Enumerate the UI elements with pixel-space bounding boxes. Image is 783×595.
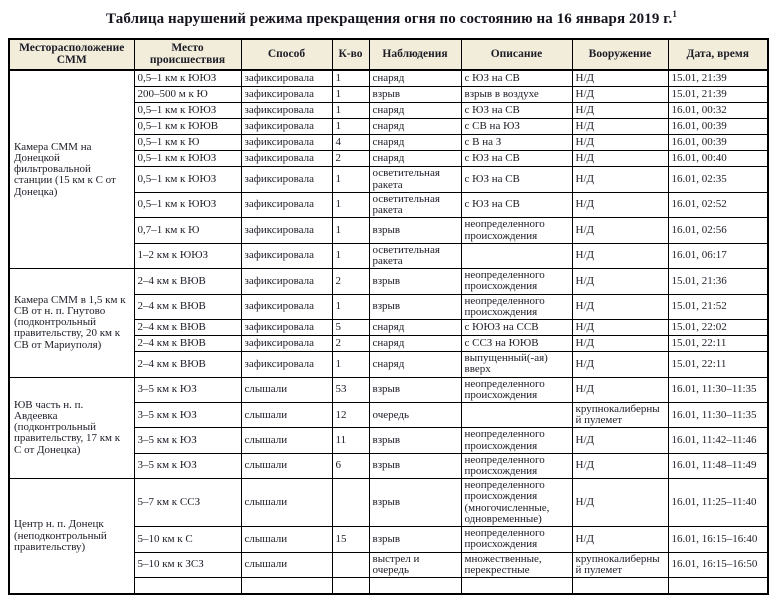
cell-weapon: Н/Д bbox=[572, 87, 668, 103]
cell-weapon: Н/Д bbox=[572, 70, 668, 87]
cell-method: зафиксировала bbox=[241, 167, 332, 192]
cell-datetime: 15.01, 22:11 bbox=[668, 352, 768, 377]
cell-place bbox=[134, 578, 241, 595]
cell-description: неопределенного происхождения bbox=[461, 218, 572, 243]
cell-method: зафиксировала bbox=[241, 103, 332, 119]
cell-place: 5–10 км к ЗСЗ bbox=[134, 552, 241, 577]
cell-observation: снаряд bbox=[369, 103, 461, 119]
cell-datetime: 16.01, 11:30–11:35 bbox=[668, 377, 768, 402]
cell-count: 12 bbox=[332, 402, 369, 427]
cell-count: 4 bbox=[332, 135, 369, 151]
cell-observation: взрыв bbox=[369, 527, 461, 552]
cell-method: слышали bbox=[241, 527, 332, 552]
cell-description: с ССЗ на ЮЮВ bbox=[461, 336, 572, 352]
cell-weapon: Н/Д bbox=[572, 103, 668, 119]
cell-count: 53 bbox=[332, 377, 369, 402]
cell-datetime: 16.01, 16:15–16:50 bbox=[668, 552, 768, 577]
cell-weapon: Н/Д bbox=[572, 527, 668, 552]
cell-place: 2–4 км к ВЮВ bbox=[134, 336, 241, 352]
cell-place: 0,5–1 км к ЮЮЗ bbox=[134, 151, 241, 167]
cell-method: зафиксировала bbox=[241, 320, 332, 336]
table-row bbox=[9, 269, 768, 294]
cell-count: 1 bbox=[332, 192, 369, 217]
cell-description: с ЮЗ на СВ bbox=[461, 103, 572, 119]
cell-place: 2–4 км к ВЮВ bbox=[134, 352, 241, 377]
column-header: Месторасположение СММ bbox=[9, 39, 134, 70]
cell-weapon: Н/Д bbox=[572, 428, 668, 453]
cell-description: неопределенного происхождения bbox=[461, 453, 572, 478]
cell-weapon: Н/Д bbox=[572, 151, 668, 167]
cell-observation: снаряд bbox=[369, 352, 461, 377]
cell-method: зафиксировала bbox=[241, 243, 332, 268]
cell-count: 6 bbox=[332, 453, 369, 478]
table-row bbox=[9, 479, 768, 527]
cell-location: Центр н. п. Донецк (неподконтрольный правительству) bbox=[9, 479, 134, 594]
table-row bbox=[9, 70, 768, 87]
cell-place: 200–500 м к Ю bbox=[134, 87, 241, 103]
cell-description: множественные, перекрестные bbox=[461, 552, 572, 577]
cell-datetime: 16.01, 00:39 bbox=[668, 135, 768, 151]
cell-count: 1 bbox=[332, 70, 369, 87]
cell-count bbox=[332, 552, 369, 577]
cell-description: выпущенный(-ая) вверх bbox=[461, 352, 572, 377]
cell-count: 2 bbox=[332, 269, 369, 294]
cell-observation bbox=[369, 578, 461, 595]
cell-count: 2 bbox=[332, 336, 369, 352]
cell-count: 1 bbox=[332, 103, 369, 119]
cell-place: 0,5–1 км к ЮЮЗ bbox=[134, 103, 241, 119]
page-title-text: Таблица нарушений режима прекращения огня по состоянию на 16 января 2019 г. bbox=[106, 11, 673, 27]
cell-description: с ЮЗ на СВ bbox=[461, 151, 572, 167]
cell-observation: снаряд bbox=[369, 135, 461, 151]
cell-method: зафиксировала bbox=[241, 135, 332, 151]
cell-weapon: Н/Д bbox=[572, 352, 668, 377]
cell-observation: снаряд bbox=[369, 119, 461, 135]
cell-description: неопределенного происхождения bbox=[461, 428, 572, 453]
cell-method: слышали bbox=[241, 428, 332, 453]
cell-count bbox=[332, 578, 369, 595]
page-title bbox=[10, 9, 773, 28]
cell-place: 0,5–1 км к ЮЮЗ bbox=[134, 167, 241, 192]
violations-table bbox=[8, 38, 769, 595]
column-header: Способ bbox=[241, 39, 332, 70]
cell-weapon: Н/Д bbox=[572, 192, 668, 217]
cell-count: 5 bbox=[332, 320, 369, 336]
cell-datetime: 16.01, 11:48–11:49 bbox=[668, 453, 768, 478]
cell-description: с ЮЗ на СВ bbox=[461, 70, 572, 87]
cell-method: слышали bbox=[241, 453, 332, 478]
cell-observation: очередь bbox=[369, 402, 461, 427]
table-row bbox=[9, 377, 768, 402]
cell-datetime: 16.01, 11:42–11:46 bbox=[668, 428, 768, 453]
cell-description: неопределенного происхождения bbox=[461, 269, 572, 294]
cell-method: зафиксировала bbox=[241, 192, 332, 217]
cell-observation: взрыв bbox=[369, 453, 461, 478]
cell-count: 1 bbox=[332, 218, 369, 243]
cell-method: зафиксировала bbox=[241, 151, 332, 167]
header-row bbox=[9, 39, 768, 70]
cell-observation: взрыв bbox=[369, 377, 461, 402]
cell-count: 2 bbox=[332, 151, 369, 167]
column-header: Вооружение bbox=[572, 39, 668, 70]
cell-place: 3–5 км к ЮЗ bbox=[134, 402, 241, 427]
cell-datetime: 15.01, 22:02 bbox=[668, 320, 768, 336]
cell-method: зафиксировала bbox=[241, 294, 332, 319]
cell-method: зафиксировала bbox=[241, 218, 332, 243]
cell-description: неопределенного происхождения bbox=[461, 527, 572, 552]
column-header: К-во bbox=[332, 39, 369, 70]
cell-datetime: 16.01, 16:15–16:40 bbox=[668, 527, 768, 552]
cell-description: неопределенного происхождения bbox=[461, 294, 572, 319]
cell-weapon: Н/Д bbox=[572, 320, 668, 336]
cell-observation: взрыв bbox=[369, 479, 461, 527]
cell-place: 5–10 км к С bbox=[134, 527, 241, 552]
cell-count: 1 bbox=[332, 87, 369, 103]
cell-datetime: 16.01, 00:39 bbox=[668, 119, 768, 135]
cell-weapon: Н/Д bbox=[572, 269, 668, 294]
cell-method: зафиксировала bbox=[241, 70, 332, 87]
cell-method: слышали bbox=[241, 402, 332, 427]
cell-place: 0,5–1 км к ЮЮЗ bbox=[134, 192, 241, 217]
cell-description: взрыв в воздухе bbox=[461, 87, 572, 103]
cell-weapon: Н/Д bbox=[572, 479, 668, 527]
cell-datetime: 16.01, 02:56 bbox=[668, 218, 768, 243]
cell-observation: снаряд bbox=[369, 70, 461, 87]
cell-observation: осветительная ракета bbox=[369, 243, 461, 268]
cell-description bbox=[461, 402, 572, 427]
cell-observation: взрыв bbox=[369, 294, 461, 319]
cell-place: 0,7–1 км к Ю bbox=[134, 218, 241, 243]
footnote-marker: 1 bbox=[672, 9, 677, 19]
cell-method: слышали bbox=[241, 552, 332, 577]
cell-method: зафиксировала bbox=[241, 352, 332, 377]
cell-place: 0,5–1 км к ЮЮВ bbox=[134, 119, 241, 135]
cell-place: 5–7 км к ССЗ bbox=[134, 479, 241, 527]
column-header: Место происшествия bbox=[134, 39, 241, 70]
cell-place: 2–4 км к ВЮВ bbox=[134, 294, 241, 319]
cell-count: 1 bbox=[332, 243, 369, 268]
cell-datetime: 16.01, 00:32 bbox=[668, 103, 768, 119]
cell-datetime: 16.01, 00:40 bbox=[668, 151, 768, 167]
cell-datetime: 16.01, 11:25–11:40 bbox=[668, 479, 768, 527]
cell-location: ЮВ часть н. п. Авдеевка (подконтрольный правительству, 17 км к С от Донецка) bbox=[9, 377, 134, 479]
cell-observation: взрыв bbox=[369, 428, 461, 453]
cell-description: с ЮЗ на СВ bbox=[461, 167, 572, 192]
cell-description: с ЮЮЗ на ССВ bbox=[461, 320, 572, 336]
cell-observation: снаряд bbox=[369, 320, 461, 336]
cell-description bbox=[461, 578, 572, 595]
cell-observation: взрыв bbox=[369, 87, 461, 103]
cell-count: 15 bbox=[332, 527, 369, 552]
cell-description: неопределенного происхождения bbox=[461, 377, 572, 402]
cell-place: 2–4 км к ВЮВ bbox=[134, 320, 241, 336]
cell-place: 1–2 км к ЮЮЗ bbox=[134, 243, 241, 268]
cell-place: 0,5–1 км к Ю bbox=[134, 135, 241, 151]
column-header: Описание bbox=[461, 39, 572, 70]
cell-method: зафиксировала bbox=[241, 336, 332, 352]
cell-place: 3–5 км к ЮЗ bbox=[134, 453, 241, 478]
cell-weapon: Н/Д bbox=[572, 377, 668, 402]
cell-weapon: Н/Д bbox=[572, 294, 668, 319]
cell-weapon: Н/Д bbox=[572, 167, 668, 192]
cell-description: с В на З bbox=[461, 135, 572, 151]
cell-weapon: Н/Д bbox=[572, 243, 668, 268]
cell-weapon: Н/Д bbox=[572, 336, 668, 352]
cell-weapon: крупнокалиберный пулемет bbox=[572, 552, 668, 577]
cell-place: 3–5 км к ЮЗ bbox=[134, 377, 241, 402]
cell-method: зафиксировала bbox=[241, 269, 332, 294]
cell-datetime: 15.01, 21:39 bbox=[668, 87, 768, 103]
cell-datetime: 15.01, 21:52 bbox=[668, 294, 768, 319]
cell-description: с СВ на ЮЗ bbox=[461, 119, 572, 135]
column-header: Дата, время bbox=[668, 39, 768, 70]
cell-count: 1 bbox=[332, 352, 369, 377]
cell-observation: взрыв bbox=[369, 269, 461, 294]
column-header: Наблюдения bbox=[369, 39, 461, 70]
cell-description: с ЮЗ на СВ bbox=[461, 192, 572, 217]
cell-count: 1 bbox=[332, 119, 369, 135]
cell-method bbox=[241, 578, 332, 595]
table-body bbox=[9, 70, 768, 594]
cell-weapon: Н/Д bbox=[572, 453, 668, 478]
cell-description: неопределенного происхождения (многочисленные, одновременные) bbox=[461, 479, 572, 527]
cell-location: Камера СММ в 1,5 км к СВ от н. п. Гнутово (подконтрольный правительству, 20 км к СВ от Мариуполя) bbox=[9, 269, 134, 377]
cell-datetime bbox=[668, 578, 768, 595]
cell-count: 11 bbox=[332, 428, 369, 453]
cell-datetime: 16.01, 02:52 bbox=[668, 192, 768, 217]
cell-datetime: 16.01, 02:35 bbox=[668, 167, 768, 192]
cell-count: 1 bbox=[332, 167, 369, 192]
cell-observation: осветительная ракета bbox=[369, 192, 461, 217]
cell-method: слышали bbox=[241, 479, 332, 527]
cell-observation: снаряд bbox=[369, 336, 461, 352]
cell-observation: выстрел и очередь bbox=[369, 552, 461, 577]
cell-weapon: Н/Д bbox=[572, 119, 668, 135]
cell-datetime: 15.01, 21:39 bbox=[668, 70, 768, 87]
cell-method: зафиксировала bbox=[241, 87, 332, 103]
cell-description bbox=[461, 243, 572, 268]
cell-method: зафиксировала bbox=[241, 119, 332, 135]
cell-datetime: 16.01, 06:17 bbox=[668, 243, 768, 268]
cell-datetime: 15.01, 22:11 bbox=[668, 336, 768, 352]
cell-observation: снаряд bbox=[369, 151, 461, 167]
report-page bbox=[0, 9, 783, 576]
cell-datetime: 16.01, 11:30–11:35 bbox=[668, 402, 768, 427]
cell-observation: взрыв bbox=[369, 218, 461, 243]
cell-location: Камера СММ на Донецкой фильтровальной станции (15 км к С от Донецка) bbox=[9, 70, 134, 268]
cell-weapon bbox=[572, 578, 668, 595]
cell-method: слышали bbox=[241, 377, 332, 402]
cell-count bbox=[332, 479, 369, 527]
cell-place: 0,5–1 км к ЮЮЗ bbox=[134, 70, 241, 87]
cell-place: 3–5 км к ЮЗ bbox=[134, 428, 241, 453]
cell-datetime: 15.01, 21:36 bbox=[668, 269, 768, 294]
cell-weapon: Н/Д bbox=[572, 218, 668, 243]
cell-weapon: Н/Д bbox=[572, 135, 668, 151]
cell-weapon: крупнокалиберный пулемет bbox=[572, 402, 668, 427]
cell-observation: осветительная ракета bbox=[369, 167, 461, 192]
cell-count: 1 bbox=[332, 294, 369, 319]
cell-place: 2–4 км к ВЮВ bbox=[134, 269, 241, 294]
